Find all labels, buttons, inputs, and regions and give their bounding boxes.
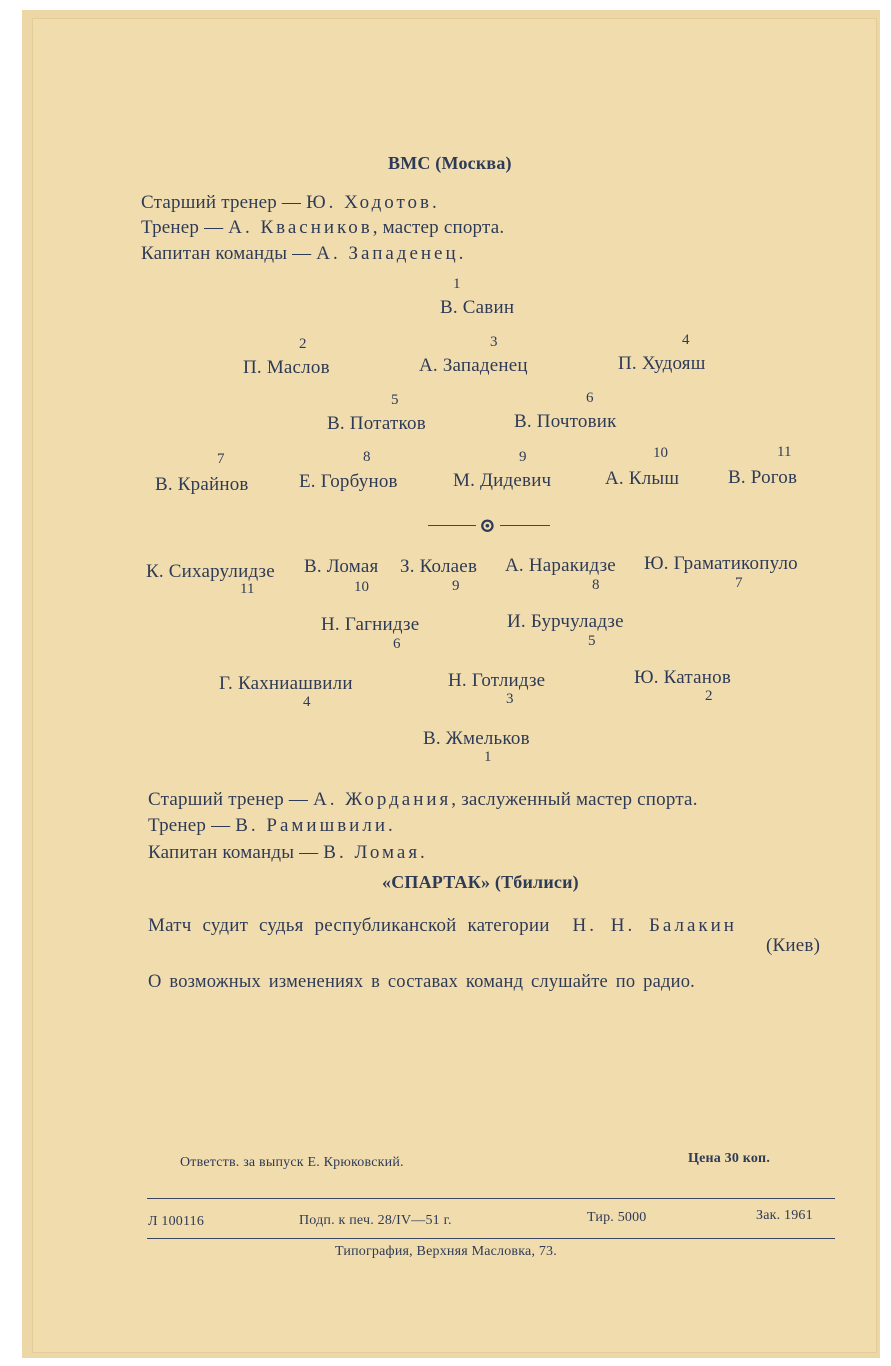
home-player-name: В. Савин xyxy=(440,297,515,318)
home-player-name: Е. Горбунов xyxy=(299,471,398,492)
away-coach-name: В. Рамишвили. xyxy=(235,815,396,836)
home-player-number: 8 xyxy=(363,449,371,465)
away-player-name: И. Бурчуладзе xyxy=(507,611,624,632)
away-senior-coach-title: , заслуженный мастер спорта. xyxy=(451,789,698,810)
imprint-rule-top xyxy=(147,1198,835,1199)
referee-city: (Киев) xyxy=(766,935,821,956)
imprint-code: Л 100116 xyxy=(148,1214,205,1229)
away-player-name: Ю. Катанов xyxy=(634,667,731,688)
home-player-name: В. Крайнов xyxy=(155,474,249,495)
away-senior-coach-line xyxy=(148,789,698,811)
home-senior-coach-label: Старший тренер — xyxy=(141,192,307,213)
home-player-number: 6 xyxy=(586,390,594,406)
referee-label: Матч судит судья республиканской категории xyxy=(148,915,550,936)
home-player-name: А. Клыш xyxy=(605,468,680,489)
imprint-rule-bottom xyxy=(147,1238,835,1239)
signed-to-print: Подп. к печ. 28/IV—51 г. xyxy=(299,1213,452,1228)
responsible-editor: Ответств. за выпуск Е. Крюковский. xyxy=(180,1155,404,1170)
away-player-name: Н. Готлидзе xyxy=(448,670,546,691)
away-senior-coach-label: Старший тренер — xyxy=(148,789,314,810)
away-captain-name: В. Ломая. xyxy=(323,842,428,863)
home-player-name: В. Рогов xyxy=(728,467,798,488)
divider-right xyxy=(500,525,550,526)
away-coach-line xyxy=(148,815,396,837)
home-player-number: 10 xyxy=(653,445,668,461)
home-senior-coach-line xyxy=(141,192,440,214)
away-senior-coach-name: А. Жордания xyxy=(313,789,452,810)
away-player-name: В. Ломая xyxy=(304,556,379,577)
away-player-number: 8 xyxy=(592,577,600,593)
home-player-number: 11 xyxy=(777,444,792,460)
away-player-number: 4 xyxy=(303,694,311,710)
home-player-number: 1 xyxy=(453,276,461,292)
home-captain-name: А. Западенец. xyxy=(316,243,467,264)
away-player-name: Ю. Граматикопуло xyxy=(644,553,798,574)
away-player-number: 1 xyxy=(484,749,492,765)
away-player-number: 2 xyxy=(705,688,713,704)
referee-line xyxy=(148,915,737,937)
home-player-number: 2 xyxy=(299,336,307,352)
away-player-number: 10 xyxy=(354,579,369,595)
home-player-name: М. Дидевич xyxy=(453,470,552,491)
radio-note: О возможных изменениях в составах команд слушайте по радио. xyxy=(148,972,695,992)
referee-name: Н. Н. Балакин xyxy=(572,915,737,936)
price: Цена 30 коп. xyxy=(688,1151,771,1166)
home-player-name: А. Западенец xyxy=(419,355,528,376)
home-senior-coach-name: Ю. Ходотов. xyxy=(306,192,440,213)
home-player-name: П. Маслов xyxy=(243,357,330,378)
home-coach-name: А. Квасников xyxy=(228,217,373,238)
home-captain-line xyxy=(141,243,466,265)
home-player-name: В. Почтовик xyxy=(514,411,617,432)
home-coach-title: , мастер спорта. xyxy=(372,217,505,238)
away-player-name: Г. Кахниашвили xyxy=(219,673,353,694)
home-player-number: 7 xyxy=(217,451,225,467)
order-number: Зак. 1961 xyxy=(756,1208,813,1223)
home-player-number: 9 xyxy=(519,449,527,465)
divider-left xyxy=(428,525,476,526)
home-team-title: ВМС (Москва) xyxy=(388,153,512,173)
home-coach-label: Тренер — xyxy=(141,217,229,238)
home-player-name: В. Потатков xyxy=(327,413,426,434)
away-player-number: 9 xyxy=(452,578,460,594)
away-player-number: 5 xyxy=(588,633,596,649)
away-captain-label: Капитан команды — xyxy=(148,842,324,863)
away-player-name: В. Жмельков xyxy=(423,728,530,749)
away-coach-label: Тренер — xyxy=(148,815,236,836)
away-player-number: 7 xyxy=(735,575,743,591)
away-player-name: А. Наракидзе xyxy=(505,555,616,576)
away-team-title: «СПАРТАК» (Тбилиси) xyxy=(382,872,579,892)
home-coach-line xyxy=(141,217,504,239)
home-player-name: П. Худояш xyxy=(618,353,706,374)
printer-address: Типография, Верхняя Масловка, 73. xyxy=(335,1244,557,1259)
away-player-number: 6 xyxy=(393,636,401,652)
away-player-number: 11 xyxy=(240,581,255,597)
home-player-number: 3 xyxy=(490,334,498,350)
away-player-name: К. Сихарулидзе xyxy=(146,561,275,582)
away-player-name: З. Колаев xyxy=(400,556,478,577)
away-player-name: Н. Гагнидзе xyxy=(321,614,420,635)
home-captain-label: Капитан команды — xyxy=(141,243,317,264)
away-captain-line xyxy=(148,842,428,864)
home-player-number: 4 xyxy=(682,332,690,348)
center-circle-symbol: ⊙ xyxy=(479,515,496,537)
away-player-number: 3 xyxy=(506,691,514,707)
circulation: Тир. 5000 xyxy=(587,1210,647,1225)
home-player-number: 5 xyxy=(391,392,399,408)
